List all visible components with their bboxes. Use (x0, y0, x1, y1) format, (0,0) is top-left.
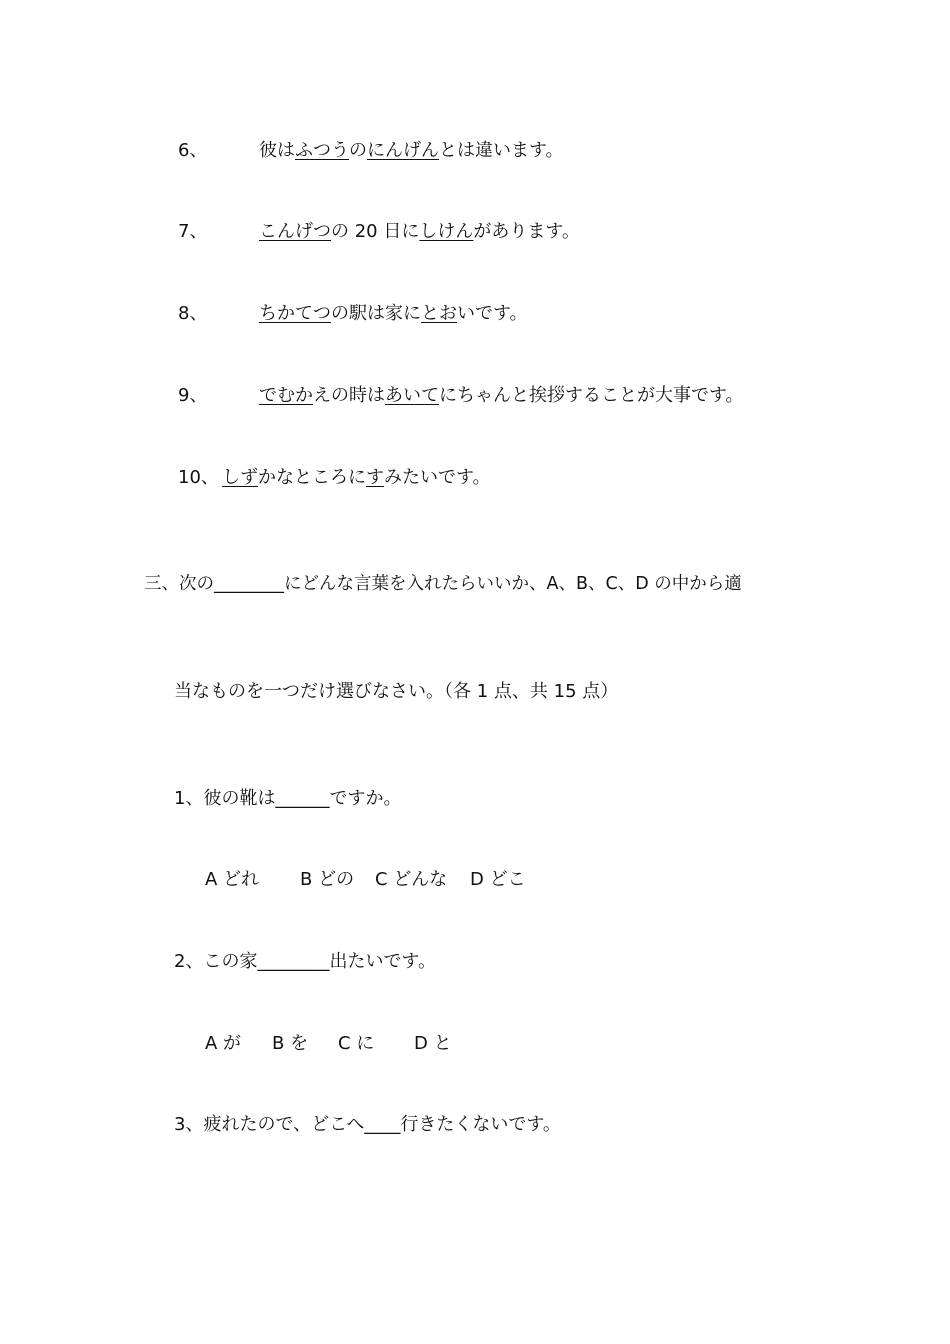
underlined-word: ふつう (295, 140, 349, 161)
item-number: 10、 (178, 467, 219, 488)
underlined-word: とお (421, 303, 457, 324)
underlined-word: あいて (385, 385, 439, 406)
underlined-word: しけん (419, 221, 474, 242)
item-number: 8、 (178, 303, 208, 324)
underlined-word: こんげつ (259, 221, 331, 242)
option-b: B どの (300, 869, 355, 890)
underlined-word: す (366, 467, 384, 488)
option-b: B を (272, 1033, 309, 1054)
option-d: D どこ (470, 869, 526, 890)
item-sentence: 彼はふつうのにんげんとは違います。 (259, 140, 564, 161)
item-number: 9、 (178, 385, 208, 406)
option-d: D と (414, 1033, 452, 1054)
question-1: 1、彼の靴は______ですか。 (174, 788, 402, 809)
item-number: 6、 (178, 140, 208, 161)
option-a: A が (205, 1033, 242, 1054)
section3-heading-line2: 当なものを一つだけ選びなさい。（各 1 点、共 15 点） (174, 681, 619, 702)
option-c: C どんな (375, 869, 448, 890)
option-c: C に (338, 1033, 375, 1054)
underlined-word: にんげん (367, 140, 439, 161)
option-a: A どれ (205, 869, 260, 890)
underlined-word: ちかてつ (259, 303, 331, 324)
section3-heading-line1: 三、次の________にどんな言葉を入れたらいいか、A、B、C、D の中から適 (144, 574, 742, 594)
item-number: 7、 (178, 221, 208, 242)
underlined-word: しず (222, 467, 258, 488)
item-sentence: こんげつの 20 日にしけんがあります。 (259, 221, 580, 242)
item-sentence: でむかえの時はあいてにちゃんと挨拶することが大事です。 (259, 385, 744, 406)
item-sentence: しずかなところにすみたいです。 (222, 467, 491, 488)
question-3: 3、疲れたので、どこへ____行きたくないです。 (174, 1114, 561, 1135)
item-sentence: ちかてつの駅は家にとおいです。 (259, 303, 528, 324)
question-2: 2、この家________出たいです。 (174, 951, 437, 972)
underlined-word: でむか (259, 385, 313, 406)
